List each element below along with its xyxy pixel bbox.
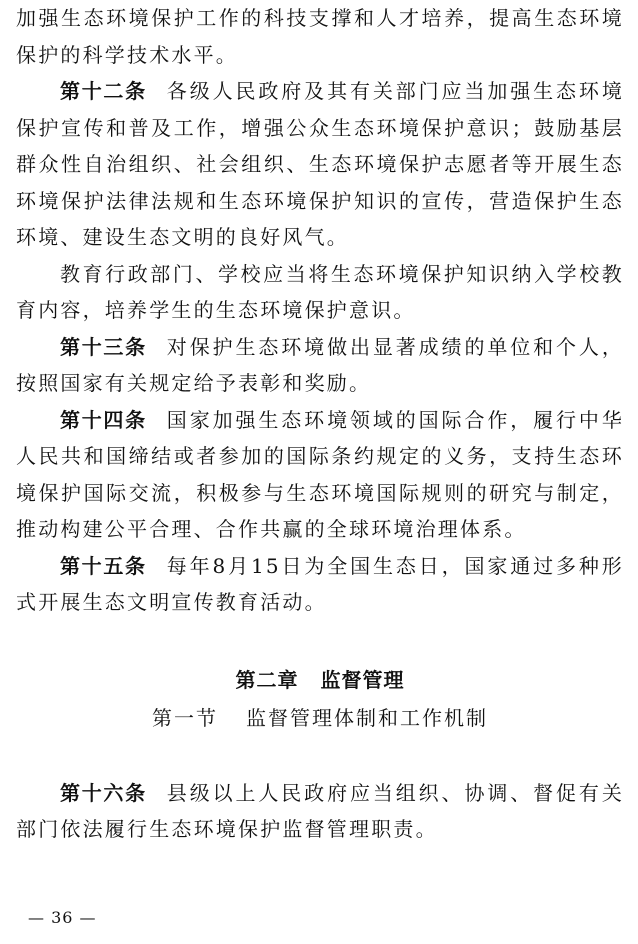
article-body: 各级人民政府及其有关部门应当加强生态环境保护宣传和普及工作，增强公众生态环境保护意识；鼓励基层群众性自治组织、社会组织、生态环境保护志愿者等开展生态环境保护法律法规和生态环境保护知识的宣传，营造保护生态环境、建设生态文明的良好风气。: [16, 79, 625, 249]
document-page: [16, 0, 624, 848]
page-number: — 36 —: [28, 908, 97, 927]
article-14: [16, 402, 624, 548]
article-heading: 第十四条: [60, 407, 147, 432]
article-body: 对保护生态环境做出显著成绩的单位和个人，按照国家有关规定给予表彰和奖励。: [16, 334, 625, 395]
article-heading: 第十二条: [60, 79, 147, 103]
article-13: [16, 329, 624, 402]
paragraph-continuation: 加强生态环境保护工作的科技支撑和人才培养，提高生态环境保护的科学技术水平。: [16, 6, 624, 67]
article-heading: 第十三条: [60, 334, 147, 359]
chapter-title: 监督管理: [320, 667, 405, 692]
chapter-heading: [16, 663, 624, 697]
section-number: 第一节: [152, 705, 218, 730]
article-heading: 第十五条: [60, 553, 147, 578]
article-body: 县级以上人民政府应当组织、协调、督促有关部门依法履行生态环境保护监督管理职责。: [16, 780, 625, 841]
section-heading: [16, 701, 624, 735]
article-body: 每年8月15日为全国生态日，国家通过多种形式开展生态文明宣传教育活动。: [16, 553, 624, 614]
article-16: [16, 775, 624, 848]
article-15: [16, 548, 624, 621]
section-title: 监督管理体制和工作机制: [246, 705, 488, 730]
article-12: [16, 73, 624, 256]
paragraph-education: 教育行政部门、学校应当将生态环境保护知识纳入学校教育内容，培养学生的生态环境保护意识。: [16, 261, 624, 322]
chapter-number: 第二章: [235, 667, 299, 692]
article-heading: 第十六条: [60, 780, 147, 805]
article-body: 国家加强生态环境领域的国际合作，履行中华人民共和国缔结或者参加的国际条约规定的义务，支持生态环境保护国际交流，积极参与生态环境国际规则的研究与制定，推动构建公平合理、合作共赢的全球环境治理体系。: [16, 407, 625, 541]
